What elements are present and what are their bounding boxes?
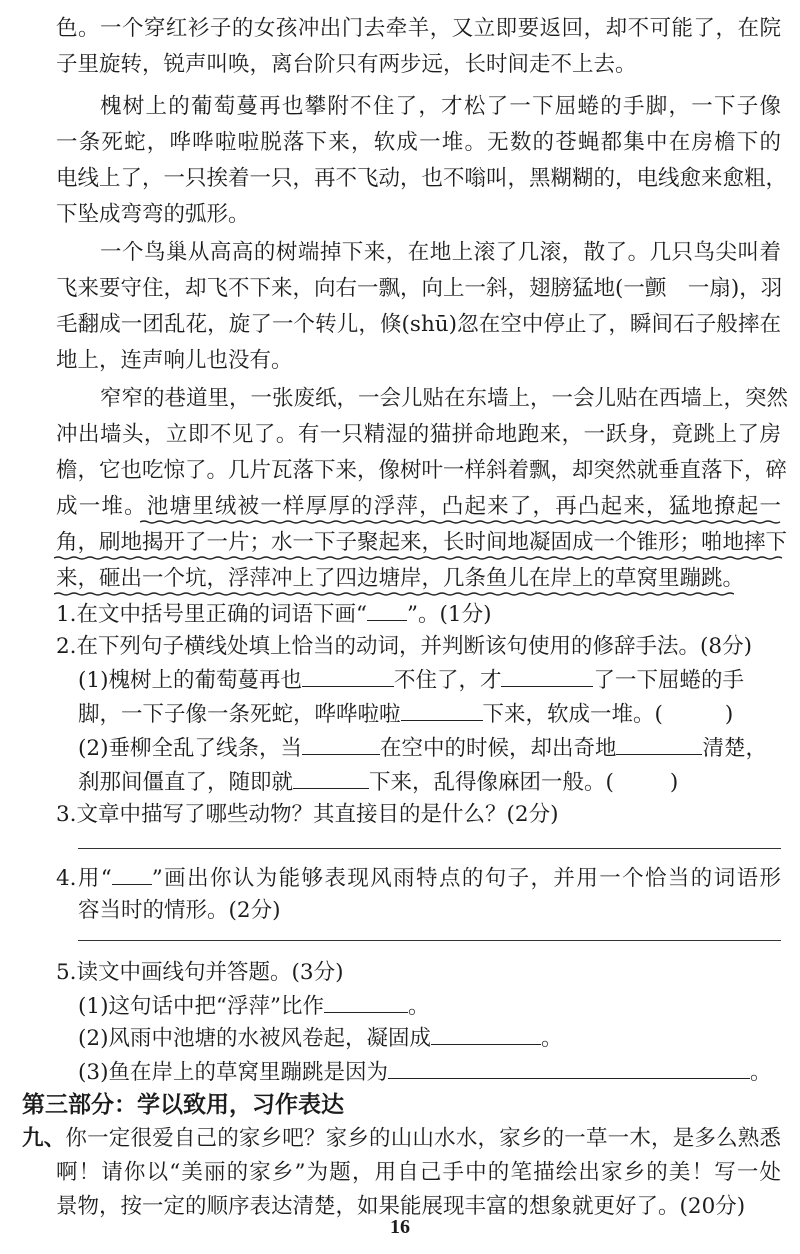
question-1: 1.在文中括号里正确的词语下画“ ”。(1分): [56, 598, 781, 630]
underlined-passage-line: 来，砸出一个坑，浮萍冲上了四边塘岸，几条鱼儿在岸上的草窝里蹦跳。: [56, 566, 745, 591]
answer-blank[interactable]: [302, 664, 394, 687]
passage-line: 一个鸟巢从高高的树端掉下来，在地上滚了几滚，散了。几只鸟尖叫着: [100, 240, 781, 265]
passage-line: 窄窄的巷道里，一张废纸，一会儿贴在东墙上，一会儿贴在西墙上，突然: [100, 386, 789, 411]
passage-line: 电线上了，一只挨着一只，再不飞动，也不嗡叫，黑糊糊的，电线愈来愈粗，: [56, 166, 788, 191]
underlined-passage-line: 成一堆。池塘里绒被一样厚厚的浮萍，凸起来了，再凸起来，猛地撩起一: [56, 494, 781, 519]
page-number: 16: [390, 1216, 410, 1238]
question-4: 4.用“ ”画出你认为能够表现风雨特点的句子，并用一个恰当的词语形: [56, 862, 781, 894]
answer-blank[interactable]: [616, 732, 702, 755]
question-2-sentence-1: (1)槐树上的葡萄蔓再也 不住了，才 了一下屈蜷的手: [78, 664, 800, 696]
question-2-sentence-2: (2)垂柳全乱了线条，当 在空中的时候，却出奇地 清楚，: [78, 732, 800, 764]
passage-line: 子里旋转，锐声叫唤，离台阶只有两步远，长时间走不上去。: [56, 52, 637, 77]
question-5-part-3: (3)鱼在岸上的草窝里蹦跳是因为 。: [78, 1056, 800, 1088]
passage-line: 一条死蛇，哗哗啦啦脱落下来，软成一堆。无数的苍蝇都集中在房檐下的: [56, 130, 781, 155]
answer-blank[interactable]: [431, 1022, 541, 1045]
answer-blank[interactable]: [293, 766, 369, 789]
question-9-line: 景物，按一定的顺序表达清楚，如果能展现丰富的想象就更好了。(20分): [56, 1194, 746, 1219]
question-9-line: 啊！请你以“美丽的家乡”为题，用自己手中的笔描绘出家乡的美！写一处: [56, 1160, 781, 1185]
section-heading: 第三部分：学以致用，习作表达: [22, 1092, 344, 1118]
question-2-sentence-2-cont: 刹那间僵直了，随即就 下来，乱得像麻团一般。( ): [78, 766, 800, 798]
passage-line: 色。一个穿红衫子的女孩冲出门去牵羊，又立即要返回，却不可能了，在院: [56, 16, 781, 41]
wavy-underline: [54, 556, 783, 560]
underlined-passage-line: 角，刷地揭开了一片；水一下子聚起来，长时间地凝固成一个锥形；啪地摔下: [56, 530, 788, 555]
wavy-underline: [140, 520, 783, 524]
passage-line: 下坠成弯弯的弧形。: [56, 202, 250, 227]
answer-blank[interactable]: [112, 862, 152, 885]
passage-line: 毛翻成一团乱花，旋了一个转儿，倏(shū)忽在空中停止了，瞬间石子般摔在: [56, 312, 781, 337]
question-9: 九、你一定很爱自己的家乡吧？家乡的山山水水，家乡的一草一木，是多么熟悉: [22, 1126, 781, 1151]
answer-blank[interactable]: [501, 664, 593, 687]
question-2: 2.在下列句子横线处填上恰当的动词，并判断该句使用的修辞手法。(8分): [56, 634, 752, 659]
wavy-underline: [54, 592, 734, 596]
passage-line: 槐树上的葡萄蔓再也攀附不住了，才松了一下屈蜷的手脚，一下子像: [100, 94, 781, 119]
question-3: 3.文章中描写了哪些动物？其直接目的是什么？(2分): [56, 802, 559, 827]
question-5-part-2: (2)风雨中池塘的水被风卷起，凝固成 。: [78, 1022, 800, 1054]
question-4-cont: 容当时的情形。(2分): [78, 898, 281, 923]
answer-blank[interactable]: [367, 598, 407, 621]
passage-line: 地上，连声响儿也没有。: [56, 348, 293, 373]
passage-line: 檐，它也吃惊了。几片瓦落下来，像树叶一样斜着飘，却突然就垂直落下，碎: [56, 458, 788, 483]
question-5: 5.读文中画线句并答题。(3分): [56, 960, 344, 985]
question-5-part-1: (1)这句话中把“浮萍”比作 。: [78, 990, 800, 1022]
passage-line: 飞来要守住，却飞不下来，向右一飘，向上一斜，翅膀猛地(一颤 一扇)，羽: [56, 276, 783, 301]
question-2-sentence-1-cont: 脚，一下子像一条死蛇，哗哗啦啦 下来，软成一堆。( ): [78, 698, 800, 730]
answer-blank[interactable]: [388, 1056, 750, 1079]
passage-line: 冲出墙头，立即不见了。有一只精湿的猫拼命地跑来，一跃身，竟跳上了房: [56, 422, 781, 447]
answer-line[interactable]: [78, 848, 781, 849]
answer-blank[interactable]: [324, 990, 408, 1013]
answer-blank[interactable]: [401, 698, 483, 721]
answer-line[interactable]: [78, 940, 781, 941]
answer-blank[interactable]: [302, 732, 380, 755]
